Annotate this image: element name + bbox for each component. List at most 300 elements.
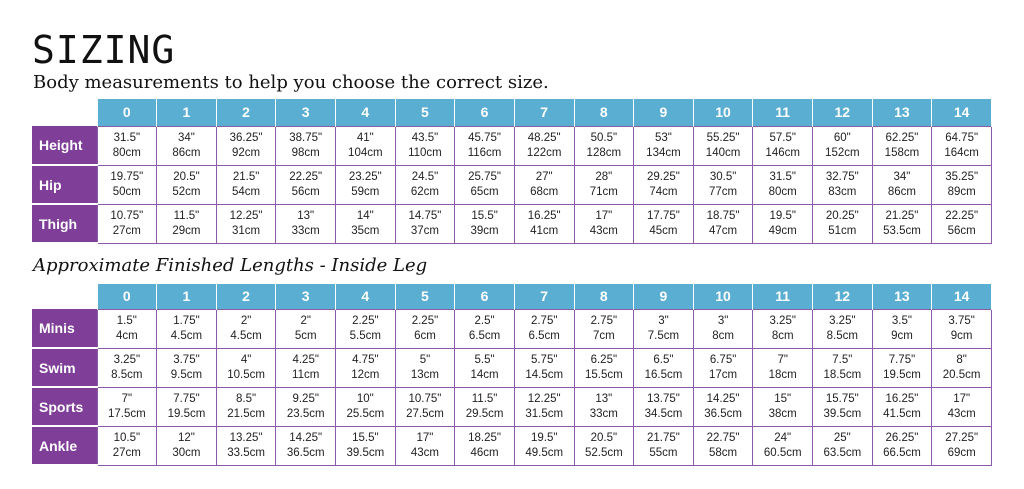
cm-value: 19.5cm	[883, 368, 921, 381]
row-label: Sports	[32, 387, 97, 426]
size-header-cell: 10	[693, 284, 753, 309]
measurement-cell	[813, 387, 873, 426]
inches-value: 17.75"	[647, 209, 680, 222]
cm-value: 20.5cm	[942, 368, 981, 381]
measurement-cell	[634, 348, 694, 387]
measurement-cell	[574, 426, 634, 465]
cm-value: 104cm	[348, 146, 383, 159]
size-header-cell: 5	[395, 284, 455, 309]
cm-value: 23.5cm	[286, 407, 325, 420]
size-header-cell: 2	[216, 284, 276, 309]
cm-value: 77cm	[709, 185, 738, 198]
row-label: Ankle	[32, 426, 97, 465]
size-header-cell: 6	[455, 99, 515, 126]
cm-value: 62cm	[410, 185, 439, 198]
size-header-row	[32, 99, 992, 126]
cm-value: 14cm	[470, 368, 499, 381]
cm-value: 69cm	[947, 446, 976, 459]
cm-value: 43cm	[410, 446, 439, 459]
inches-value: 2"	[240, 314, 252, 327]
cm-value: 56cm	[291, 185, 320, 198]
inches-value: 8"	[956, 353, 967, 366]
cm-value: 27cm	[112, 446, 141, 459]
measurement-cell	[216, 348, 276, 387]
body-measurements-table	[32, 99, 992, 244]
measurement-cell	[157, 204, 217, 243]
inches-value: 48.25"	[527, 131, 561, 144]
measurement-cell	[395, 126, 455, 165]
measurement-cell	[872, 204, 932, 243]
measurement-cell	[634, 426, 694, 465]
inches-value: 8.5"	[236, 392, 257, 405]
measurement-cell	[97, 204, 157, 243]
inches-value: 6.75"	[709, 353, 737, 366]
measurement-cell	[693, 204, 753, 243]
size-header-cell: 3	[276, 99, 336, 126]
cm-value: 5cm	[294, 329, 317, 342]
inches-value: 21.25"	[885, 209, 919, 222]
cm-value: 86cm	[887, 185, 916, 198]
inches-value: 4.25"	[292, 353, 319, 366]
cm-value: 8.5cm	[111, 368, 143, 381]
inches-value: 27"	[535, 170, 553, 183]
cm-value: 4.5cm	[230, 329, 262, 342]
inches-value: 7"	[777, 353, 788, 366]
measurement-cell	[336, 165, 396, 204]
cm-value: 39.5cm	[346, 446, 385, 459]
size-header-cell: 1	[157, 284, 217, 309]
cm-value: 11cm	[292, 368, 320, 381]
inches-value: 64.75"	[945, 131, 979, 144]
size-header-cell: 4	[336, 284, 396, 309]
cm-value: 54cm	[232, 185, 261, 198]
inches-value: 28"	[595, 170, 613, 183]
inches-value: 11.5"	[173, 209, 200, 222]
inches-value: 4"	[240, 353, 252, 366]
inches-value: 10.75"	[408, 392, 442, 405]
row-label: Swim	[32, 348, 97, 387]
inches-value: 3.5"	[891, 314, 912, 327]
inches-value: 21.75"	[647, 431, 680, 444]
row-label: Minis	[32, 309, 97, 348]
cm-value: 39.5cm	[823, 407, 862, 420]
size-header-cell: 0	[97, 284, 157, 309]
inches-value: 43.5"	[411, 131, 439, 144]
inches-value: 3.25"	[769, 314, 796, 327]
cm-value: 33cm	[589, 407, 618, 420]
measurement-cell	[276, 426, 336, 465]
cm-value: 71cm	[589, 185, 618, 198]
measurement-cell	[753, 309, 813, 348]
inches-value: 36.25"	[229, 131, 263, 144]
cm-value: 6cm	[414, 329, 436, 342]
inches-value: 7"	[121, 392, 133, 405]
inches-value: 13.75"	[647, 392, 680, 405]
cm-value: 38cm	[768, 407, 797, 420]
inches-value: 5"	[419, 353, 431, 366]
cm-value: 27.5cm	[406, 407, 444, 420]
cm-value: 41cm	[530, 224, 559, 237]
measurement-cell	[574, 204, 634, 243]
inches-value: 25.75"	[468, 170, 501, 183]
cm-value: 9.5cm	[170, 368, 203, 381]
inches-value: 45.75"	[468, 131, 501, 144]
cm-value: 47cm	[709, 224, 738, 237]
inches-value: 27.25"	[945, 431, 979, 444]
measurement-cell	[932, 165, 992, 204]
measurement-cell	[753, 348, 813, 387]
cm-value: 41.5cm	[883, 407, 921, 420]
measurement-cell	[97, 387, 157, 426]
size-header-cell: 4	[336, 99, 396, 126]
measurement-cell	[753, 204, 813, 243]
measurement-cell	[514, 309, 574, 348]
lengths-section-title: Approximate Finished Lengths - Inside Leg	[33, 255, 428, 276]
measurement-cell	[395, 165, 455, 204]
cm-value: 39cm	[470, 224, 499, 237]
inches-value: 55.25"	[706, 131, 740, 144]
measurement-cell	[455, 204, 515, 243]
size-header-cell: 13	[872, 284, 932, 309]
cm-value: 51cm	[828, 224, 857, 237]
measurement-cell	[574, 348, 634, 387]
inches-value: 15"	[774, 392, 792, 405]
cm-value: 17cm	[709, 368, 738, 381]
measurement-cell	[276, 204, 336, 243]
measurement-cell	[97, 126, 157, 165]
cm-value: 55cm	[649, 446, 678, 459]
measurement-cell	[693, 165, 753, 204]
table-row	[32, 426, 992, 465]
measurement-cell	[276, 387, 336, 426]
inches-value: 3"	[717, 314, 729, 327]
cm-value: 128cm	[586, 146, 622, 159]
inches-value: 14.75"	[408, 209, 442, 222]
cm-value: 27cm	[112, 224, 141, 237]
cm-value: 50cm	[112, 185, 141, 198]
measurement-cell	[514, 126, 574, 165]
cm-value: 25.5cm	[346, 407, 385, 420]
cm-value: 18cm	[768, 368, 797, 381]
cm-value: 37cm	[410, 224, 439, 237]
size-header-cell: 11	[753, 99, 813, 126]
table-row	[32, 126, 992, 165]
table-row	[32, 204, 992, 243]
cm-value: 29.5cm	[465, 407, 504, 420]
page-subtitle: Body measurements to help you choose the correct size.	[33, 72, 549, 93]
measurement-cell	[455, 426, 515, 465]
row-label: Height	[32, 126, 97, 165]
inches-value: 20.5"	[590, 431, 618, 444]
cm-value: 29cm	[172, 224, 201, 237]
inches-value: 21.5"	[232, 170, 260, 183]
measurement-cell	[395, 387, 455, 426]
inches-value: 62.25"	[885, 131, 919, 144]
measurement-cell	[157, 348, 217, 387]
size-header-cell: 6	[455, 284, 515, 309]
cm-value: 7.5cm	[647, 329, 680, 342]
cm-value: 36.5cm	[704, 407, 742, 420]
table-row	[32, 348, 992, 387]
inches-value: 1.75"	[173, 314, 200, 327]
size-header-row	[32, 284, 992, 309]
cm-value: 116cm	[467, 146, 502, 159]
row-label: Thigh	[32, 204, 97, 243]
measurement-cell	[157, 387, 217, 426]
measurement-cell	[455, 387, 515, 426]
measurement-cell	[932, 126, 992, 165]
inches-value: 60"	[833, 131, 851, 144]
cm-value: 49.5cm	[525, 446, 564, 459]
measurement-cell	[336, 309, 396, 348]
measurement-cell	[574, 165, 634, 204]
inches-value: 24"	[774, 431, 792, 444]
cm-value: 9cm	[950, 329, 973, 342]
cm-value: 52.5cm	[584, 446, 623, 459]
measurement-cell	[395, 348, 455, 387]
measurement-cell	[813, 309, 873, 348]
cm-value: 86cm	[172, 146, 201, 159]
inches-value: 22.75"	[706, 431, 740, 444]
measurement-cell	[514, 387, 574, 426]
size-header-cell: 0	[97, 99, 157, 126]
cm-value: 4cm	[115, 329, 138, 342]
inches-value: 31.5"	[113, 131, 141, 144]
cm-value: 53.5cm	[883, 224, 921, 237]
measurement-cell	[336, 387, 396, 426]
inches-value: 26.25"	[885, 431, 919, 444]
measurement-cell	[872, 426, 932, 465]
cm-value: 59cm	[351, 185, 380, 198]
measurement-cell	[336, 204, 396, 243]
cm-value: 36.5cm	[286, 446, 325, 459]
measurement-cell	[574, 387, 634, 426]
inches-value: 1.5"	[116, 314, 137, 327]
measurement-cell	[813, 165, 873, 204]
inches-value: 9.25"	[292, 392, 319, 405]
inches-value: 7.5"	[832, 353, 853, 366]
inches-value: 30.5"	[709, 170, 737, 183]
cm-value: 33cm	[291, 224, 320, 237]
measurement-cell	[276, 126, 336, 165]
cm-value: 65cm	[470, 185, 499, 198]
cm-value: 4.5cm	[170, 329, 203, 342]
size-header-cell: 9	[634, 99, 694, 126]
inches-value: 20.25"	[825, 209, 859, 222]
measurement-cell	[634, 387, 694, 426]
size-header-cell: 7	[514, 99, 574, 126]
inches-value: 53"	[655, 131, 672, 144]
measurement-cell	[872, 126, 932, 165]
inches-value: 11.5"	[471, 392, 498, 405]
inches-value: 3.25"	[829, 314, 856, 327]
inches-value: 18.25"	[468, 431, 501, 444]
measurement-cell	[157, 126, 217, 165]
cm-value: 164cm	[944, 146, 979, 159]
inches-value: 2"	[300, 314, 311, 327]
inches-value: 15.5"	[352, 431, 379, 444]
measurement-cell	[932, 309, 992, 348]
inches-value: 41"	[356, 131, 374, 144]
measurement-cell	[932, 426, 992, 465]
header-corner	[32, 284, 97, 309]
inches-value: 5.5"	[474, 353, 495, 366]
size-header-cell: 12	[813, 99, 873, 126]
table-row	[32, 165, 992, 204]
inches-value: 29.25"	[647, 170, 680, 183]
measurement-cell	[216, 309, 276, 348]
cm-value: 19.5cm	[167, 407, 206, 420]
cm-value: 74cm	[649, 185, 678, 198]
inches-value: 2.75"	[590, 314, 618, 327]
size-header-cell: 8	[574, 284, 634, 309]
inches-value: 17"	[953, 392, 971, 405]
size-header-cell: 11	[753, 284, 813, 309]
inches-value: 10"	[356, 392, 374, 405]
inches-value: 14"	[356, 209, 374, 222]
measurement-cell	[455, 348, 515, 387]
measurement-cell	[97, 348, 157, 387]
measurement-cell	[395, 204, 455, 243]
measurement-cell	[97, 426, 157, 465]
cm-value: 49cm	[768, 224, 797, 237]
inches-value: 23.25"	[348, 170, 382, 183]
inches-value: 10.5"	[113, 431, 141, 444]
inches-value: 14.25"	[706, 392, 740, 405]
measurement-cell	[753, 165, 813, 204]
table-row	[32, 387, 992, 426]
inches-value: 13"	[595, 392, 613, 405]
measurement-cell	[872, 348, 932, 387]
inches-value: 34"	[178, 131, 195, 144]
measurement-cell	[216, 126, 276, 165]
inches-value: 22.25"	[289, 170, 323, 183]
measurement-cell	[216, 387, 276, 426]
inches-value: 5.75"	[530, 353, 558, 366]
page-title: SIZING	[32, 28, 176, 72]
inches-value: 16.25"	[527, 209, 561, 222]
inches-value: 12"	[178, 431, 195, 444]
measurement-cell	[157, 309, 217, 348]
cm-value: 18.5cm	[823, 368, 862, 381]
measurement-cell	[634, 165, 694, 204]
inches-value: 17"	[416, 431, 434, 444]
inches-value: 3.75"	[173, 353, 200, 366]
size-header-cell: 5	[395, 99, 455, 126]
cm-value: 9cm	[891, 329, 913, 342]
cm-value: 122cm	[526, 146, 562, 159]
measurement-cell	[813, 126, 873, 165]
cm-value: 140cm	[705, 146, 741, 159]
inches-value: 25"	[833, 431, 851, 444]
size-header-cell: 12	[813, 284, 873, 309]
measurement-cell	[455, 165, 515, 204]
cm-value: 80cm	[768, 185, 797, 198]
measurement-cell	[276, 348, 336, 387]
measurement-cell	[932, 387, 992, 426]
inches-value: 35.25"	[945, 170, 979, 183]
measurement-cell	[336, 348, 396, 387]
cm-value: 12cm	[351, 368, 380, 381]
inches-value: 12.25"	[229, 209, 263, 222]
cm-value: 152cm	[825, 146, 860, 159]
cm-value: 43cm	[947, 407, 976, 420]
inches-value: 31.5"	[769, 170, 796, 183]
size-header-cell: 3	[276, 284, 336, 309]
cm-value: 13cm	[410, 368, 439, 381]
cm-value: 83cm	[828, 185, 857, 198]
measurement-cell	[216, 165, 276, 204]
cm-value: 35cm	[351, 224, 380, 237]
cm-value: 31.5cm	[525, 407, 564, 420]
inches-value: 19.5"	[530, 431, 558, 444]
finished-lengths-table	[32, 284, 992, 466]
inches-value: 14.25"	[289, 431, 323, 444]
inches-value: 16.25"	[885, 392, 919, 405]
inches-value: 2.25"	[411, 314, 439, 327]
inches-value: 2.25"	[352, 314, 379, 327]
cm-value: 45cm	[649, 224, 678, 237]
cm-value: 68cm	[530, 185, 559, 198]
cm-value: 158cm	[884, 146, 920, 159]
measurement-cell	[813, 426, 873, 465]
header-corner	[32, 99, 97, 126]
inches-value: 12.25"	[527, 392, 561, 405]
measurement-cell	[872, 387, 932, 426]
inches-value: 7.75"	[888, 353, 916, 366]
measurement-cell	[514, 204, 574, 243]
inches-value: 32.75"	[825, 170, 859, 183]
inches-value: 20.5"	[173, 170, 200, 183]
cm-value: 14.5cm	[525, 368, 564, 381]
size-header-cell: 13	[872, 99, 932, 126]
inches-value: 24.5"	[411, 170, 439, 183]
measurement-cell	[753, 387, 813, 426]
inches-value: 6.5"	[653, 353, 674, 366]
cm-value: 7cm	[592, 329, 615, 342]
measurement-cell	[97, 165, 157, 204]
measurement-cell	[336, 126, 396, 165]
measurement-cell	[395, 309, 455, 348]
table-row	[32, 309, 992, 348]
cm-value: 15.5cm	[584, 368, 623, 381]
size-header-cell: 14	[932, 284, 992, 309]
inches-value: 15.75"	[825, 392, 859, 405]
inches-value: 38.75"	[289, 131, 323, 144]
size-header-cell: 8	[574, 99, 634, 126]
cm-value: 56cm	[947, 224, 976, 237]
cm-value: 21.5cm	[227, 407, 265, 420]
measurement-cell	[276, 165, 336, 204]
measurement-cell	[455, 126, 515, 165]
cm-value: 10.5cm	[227, 368, 265, 381]
inches-value: 19.75"	[110, 170, 144, 183]
measurement-cell	[753, 126, 813, 165]
cm-value: 146cm	[765, 146, 800, 159]
inches-value: 6.25"	[590, 353, 618, 366]
inches-value: 4.75"	[352, 353, 379, 366]
measurement-cell	[574, 309, 634, 348]
cm-value: 17.5cm	[107, 407, 146, 420]
measurement-cell	[157, 165, 217, 204]
cm-value: 34.5cm	[644, 407, 683, 420]
cm-value: 16.5cm	[644, 368, 683, 381]
inches-value: 10.75"	[110, 209, 144, 222]
size-header-cell: 9	[634, 284, 694, 309]
inches-value: 15.5"	[471, 209, 498, 222]
cm-value: 46cm	[470, 446, 499, 459]
size-header-cell: 7	[514, 284, 574, 309]
